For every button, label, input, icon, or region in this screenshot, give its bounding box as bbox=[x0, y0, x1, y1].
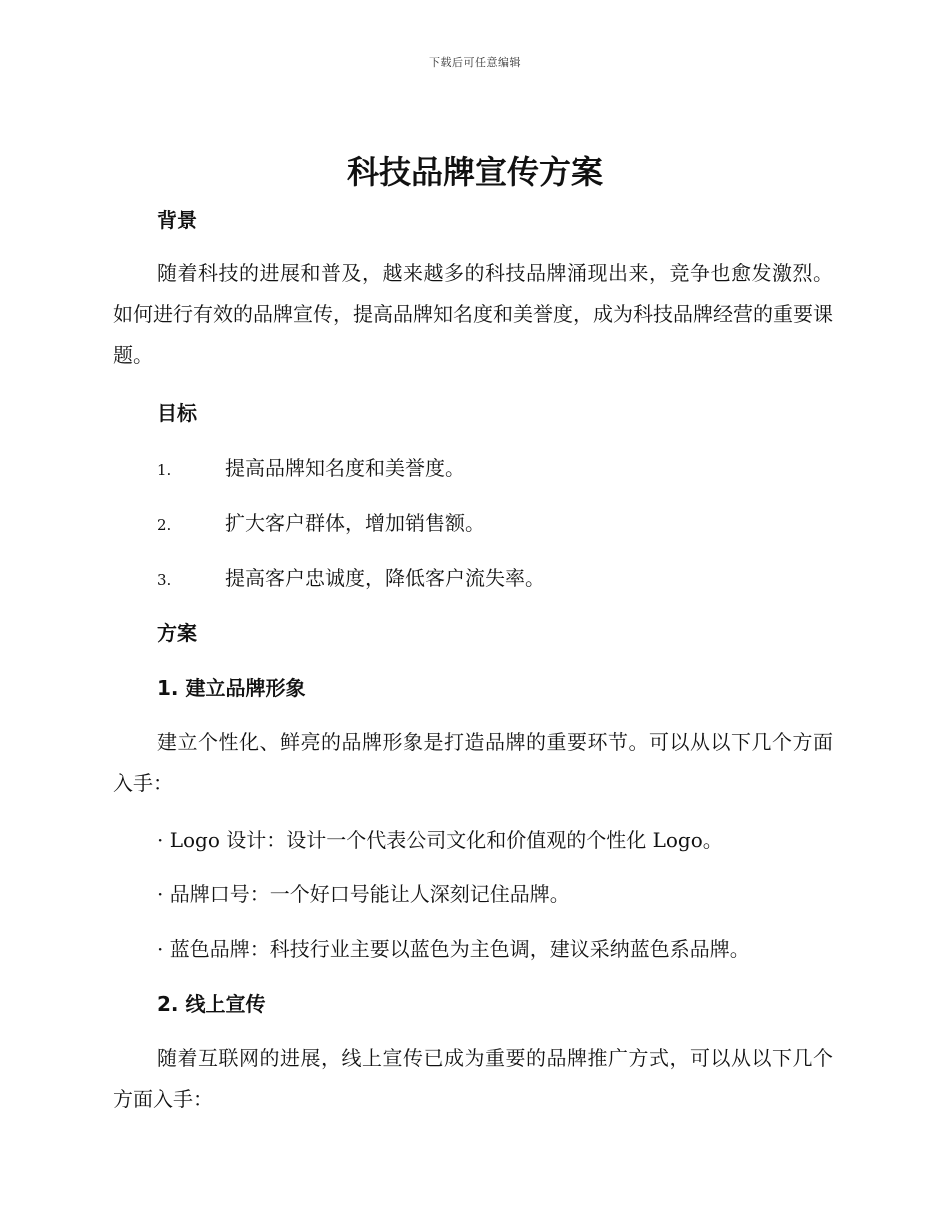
goal-text: 提高客户忠诚度，降低客户流失率。 bbox=[225, 566, 545, 590]
brand-image-paragraph: 建立个性化、鲜亮的品牌形象是打造品牌的重要环节。可以从以下几个方面入手： bbox=[113, 730, 833, 795]
goal-text: 提高品牌知名度和美誉度。 bbox=[225, 456, 465, 480]
document-title: 科技品牌宣传方案 bbox=[346, 153, 603, 191]
page-header: 下载后可任意编辑 bbox=[429, 56, 521, 69]
section-heading-background: 背景 bbox=[157, 208, 197, 232]
online-paragraph: 随着互联网的进展，线上宣传已成为重要的品牌推广方式，可以从以下几个方面入手： bbox=[113, 1046, 833, 1111]
goal-item bbox=[157, 453, 833, 485]
bullet-item: · 蓝色品牌：科技行业主要以蓝色为主色调，建议采纳蓝色系品牌。 bbox=[157, 937, 750, 961]
background-paragraph: 随着科技的进展和普及，越来越多的科技品牌涌现出来，竞争也愈发激烈。如何进行有效的品牌宣传，提高品牌知名度和美誉度，成为科技品牌经营的重要课题。 bbox=[113, 261, 833, 367]
goal-number: 3. bbox=[157, 571, 172, 589]
goal-item bbox=[157, 563, 833, 595]
section-heading-goals: 目标 bbox=[157, 401, 197, 425]
goal-number: 2. bbox=[157, 516, 172, 534]
bullet-item: · 品牌口号：一个好口号能让人深刻记住品牌。 bbox=[157, 882, 570, 906]
goal-item bbox=[157, 508, 833, 540]
subsection-heading-brand-image: 1. 建立品牌形象 bbox=[157, 676, 306, 700]
goal-number: 1. bbox=[157, 461, 172, 479]
subsection-heading-online: 2. 线上宣传 bbox=[157, 992, 266, 1016]
bullet-item: · Logo 设计：设计一个代表公司文化和价值观的个性化 Logo。 bbox=[157, 828, 723, 852]
goal-text: 扩大客户群体，增加销售额。 bbox=[225, 511, 485, 535]
section-heading-plan: 方案 bbox=[157, 621, 197, 645]
